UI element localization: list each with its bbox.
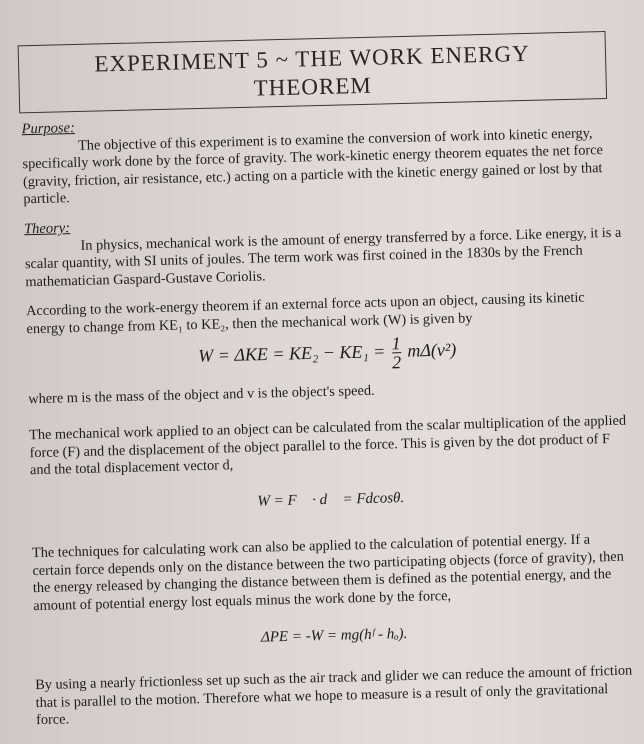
dot-product-paragraph: The mechanical work applied to an object can be calculated from the scalar multiplication of the applied force (F) and the displacement of the object parallel to the force. This is given by the dot product of F and the total displacement vector d,	[28, 412, 627, 479]
work-energy-paragraph: According to the work-energy theorem if an external force acts upon an object, causing its kinetic energy to change from KE₁ to KE₂, then the mechanical work (W) is given by	[25, 289, 585, 337]
title-line-1: EXPERIMENT 5 ~ THE WORK ENERGY	[94, 40, 530, 77]
one-half-fraction	[391, 334, 401, 371]
purpose-text: The objective of this experiment is to examine the conversion of work into kinetic energy, specifically work done by the force of gravity. The work-kinetic energy theorem equates the net force (gravity, friction, air resistance, etc.) acting on a particle with the kinetic energy gained or lost by that particle.	[22, 124, 604, 208]
potential-energy-paragraph: The techniques for calculating work can also be applied to the calculation of potential energy. If a certain force depends only on the distance between the two participating objects (force of gravity), then the energy released by changing the distance between them is defined as the potential energy, and the amount of potential energy lost equals minus the work done by the force,	[31, 531, 624, 614]
air-track-paragraph: By using a nearly frictionless set up such as the air track and glider we can reduce the amount of friction that is parallel to the motion. Therefore what we hope to measure is a result of only the gravitational force.	[35, 662, 633, 729]
title-box	[18, 31, 607, 113]
equation-left: W = ΔKE = KE₂ − KE₁ =	[197, 341, 386, 366]
theory-section	[24, 207, 626, 292]
fraction-denominator: 2	[391, 352, 402, 373]
title-line-2: THEOREM	[253, 72, 373, 101]
dot-product-equation: W = F⃗ · d⃗ = Fdcosθ.	[257, 490, 405, 510]
equation-right: mΔ(v²)	[407, 339, 457, 361]
mass-speed-note: where m is the mass of the object and v is the object's speed.	[28, 382, 375, 408]
purpose-section	[21, 107, 623, 209]
theory-heading: Theory:	[23, 220, 71, 238]
purpose-heading: Purpose:	[21, 120, 76, 138]
potential-energy-equation: ΔPE = -W = mg(hᶠ - hₒ).	[260, 626, 408, 646]
theory-text: In physics, mechanical work is the amount of energy transferred by a force. Like energy, it is a scalar quantity, with SI units of joules. The term work was first coined in the 1830s by the French mathematician Gaspard-Gustave Coriolis.	[24, 224, 622, 290]
work-energy-equation	[27, 329, 628, 381]
fraction-numerator: 1	[391, 333, 401, 354]
